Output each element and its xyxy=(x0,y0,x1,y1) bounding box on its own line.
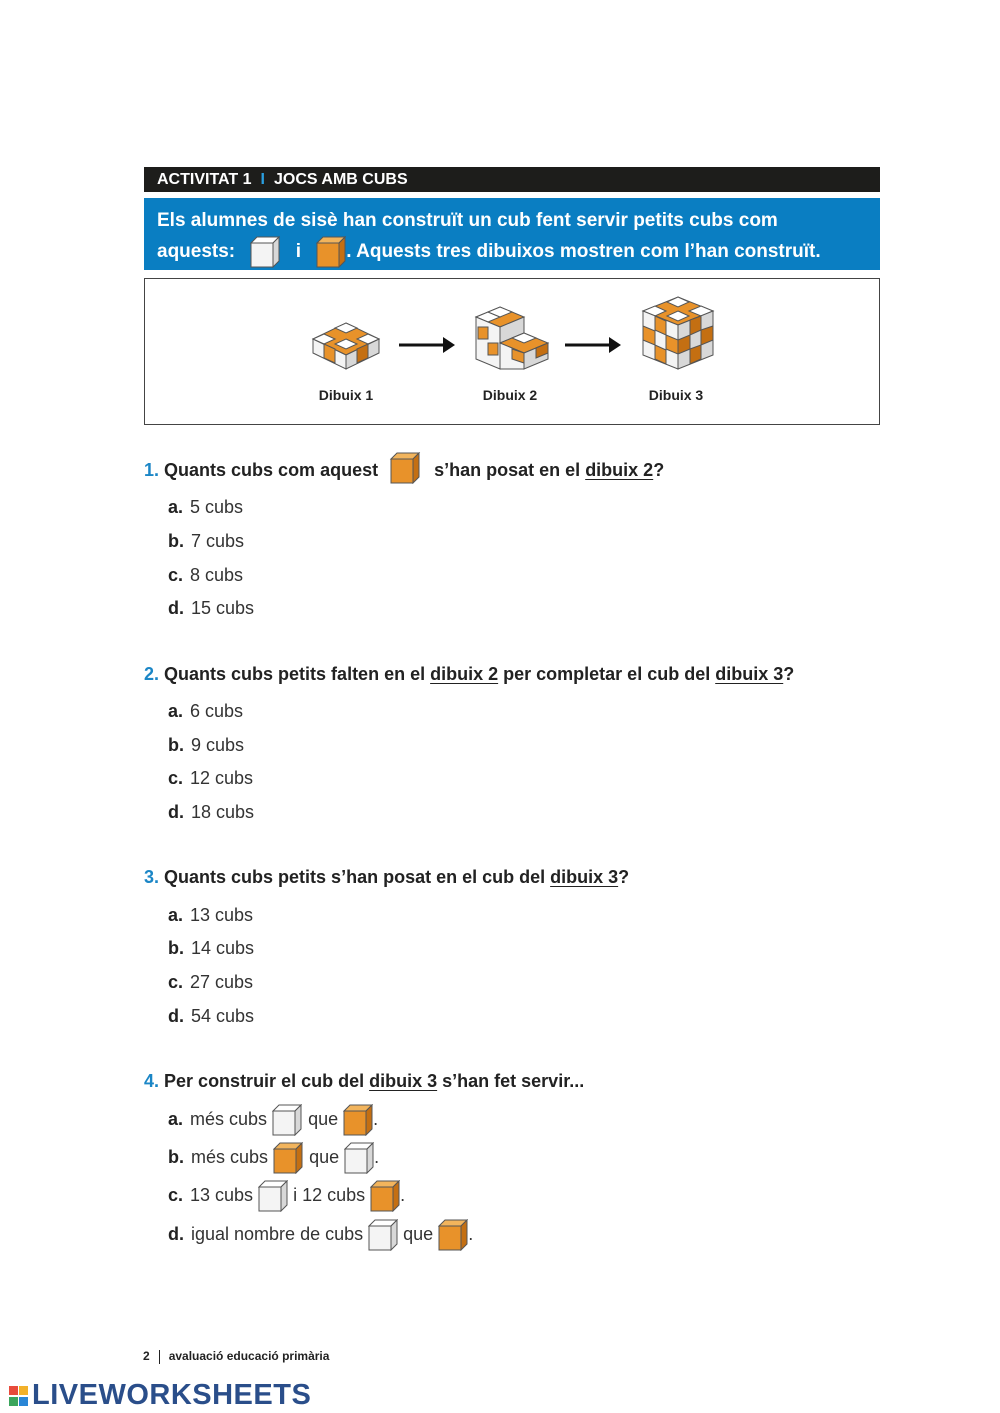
drawing-3-image xyxy=(639,293,717,371)
activity-label: ACTIVITAT 1 xyxy=(157,171,252,188)
option-1d[interactable]: d. 15 cubs xyxy=(168,598,255,618)
question-2 xyxy=(144,664,794,685)
question-text: per completar el cub del xyxy=(503,664,711,684)
orange-cube-icon xyxy=(316,236,346,268)
option-2a[interactable]: a. 6 cubs xyxy=(168,701,244,721)
question-number: 2. xyxy=(144,664,160,684)
question-text: Quants cubs petits falten en el xyxy=(164,664,426,684)
question-1 xyxy=(144,458,664,484)
orange-cube-icon xyxy=(343,1104,373,1136)
option-2c[interactable]: c. 12 cubs xyxy=(168,768,254,788)
white-cube-icon xyxy=(344,1142,374,1174)
question-number: 1. xyxy=(144,459,160,480)
question-number: 4. xyxy=(144,1071,160,1091)
drawing-2-label: Dibuix 2 xyxy=(482,387,538,403)
option-1a[interactable]: a. 5 cubs xyxy=(168,497,244,517)
drawing-1-image xyxy=(309,319,383,371)
question-mark: ? xyxy=(783,664,795,684)
intro-text-a: aquests: xyxy=(157,241,236,263)
question-text: Per construir el cub del xyxy=(164,1071,365,1091)
drawing-reference: dibuix 3 xyxy=(369,1071,438,1091)
footer-text: avaluació educació primària xyxy=(168,1349,330,1363)
option-4a[interactable]: a. més cubs que . xyxy=(168,1104,378,1136)
question-text: Quants cubs petits s’han posat en el cub del xyxy=(164,867,546,887)
page-footer xyxy=(143,1349,329,1364)
drawing-reference: dibuix 3 xyxy=(550,867,619,887)
option-4d[interactable]: d. igual nombre de cubs que . xyxy=(168,1219,473,1251)
drawing-reference: dibuix 2 xyxy=(585,459,654,480)
question-text: s’han fet servir... xyxy=(442,1071,585,1091)
orange-cube-icon xyxy=(273,1142,303,1174)
question-3 xyxy=(144,867,629,888)
drawing-3-label: Dibuix 3 xyxy=(648,387,704,403)
drawing-1-label: Dibuix 1 xyxy=(318,387,374,403)
drawing-2-image xyxy=(472,303,550,371)
footer-divider xyxy=(159,1350,160,1364)
intro-line-2 xyxy=(157,236,880,268)
drawing-reference: dibuix 2 xyxy=(430,664,499,684)
white-cube-icon xyxy=(368,1219,398,1251)
option-3c[interactable]: c. 27 cubs xyxy=(168,972,254,992)
white-cube-icon xyxy=(272,1104,302,1136)
question-text: Quants cubs com aquest xyxy=(164,459,379,480)
white-cube-icon xyxy=(250,236,280,268)
page-number: 2 xyxy=(143,1349,150,1363)
question-mark: ? xyxy=(653,459,665,480)
option-4c[interactable]: c. 13 cubs i 12 cubs . xyxy=(168,1180,405,1212)
option-3a[interactable]: a. 13 cubs xyxy=(168,905,254,925)
option-4b[interactable]: b. més cubs que . xyxy=(168,1142,379,1174)
white-cube-icon xyxy=(258,1180,288,1212)
activity-intro xyxy=(144,198,880,270)
option-1c[interactable]: c. 8 cubs xyxy=(168,565,244,585)
question-text: s’han posat en el xyxy=(434,459,581,480)
figure-box xyxy=(144,278,880,425)
intro-text-b: i xyxy=(295,241,301,263)
activity-title-bar xyxy=(144,167,880,192)
question-number: 3. xyxy=(144,867,160,887)
orange-cube-icon xyxy=(438,1219,468,1251)
logo-blocks-icon xyxy=(8,1384,30,1408)
drawing-reference: dibuix 3 xyxy=(715,664,784,684)
title-separator: I xyxy=(260,171,265,188)
question-4 xyxy=(144,1071,584,1092)
brand-name: LIVEWORKSHEETS xyxy=(32,1379,312,1411)
intro-line-1: Els alumnes de sisè han construït un cub fent servir petits cubs com xyxy=(157,210,778,231)
orange-cube-icon xyxy=(370,1180,400,1212)
option-3b[interactable]: b. 14 cubs xyxy=(168,938,255,958)
option-3d[interactable]: d. 54 cubs xyxy=(168,1006,255,1026)
intro-text-c: . Aquests tres dibuixos mostren com l’han construït. xyxy=(346,241,821,263)
liveworksheets-logo[interactable] xyxy=(8,1379,311,1412)
orange-cube-icon xyxy=(389,452,421,484)
option-2d[interactable]: d. 18 cubs xyxy=(168,802,255,822)
arrow-right-icon xyxy=(397,333,457,357)
activity-title: JOCS AMB CUBS xyxy=(273,171,408,188)
option-2b[interactable]: b. 9 cubs xyxy=(168,735,245,755)
arrow-right-icon xyxy=(563,333,623,357)
question-mark: ? xyxy=(618,867,630,887)
option-1b[interactable]: b. 7 cubs xyxy=(168,531,245,551)
